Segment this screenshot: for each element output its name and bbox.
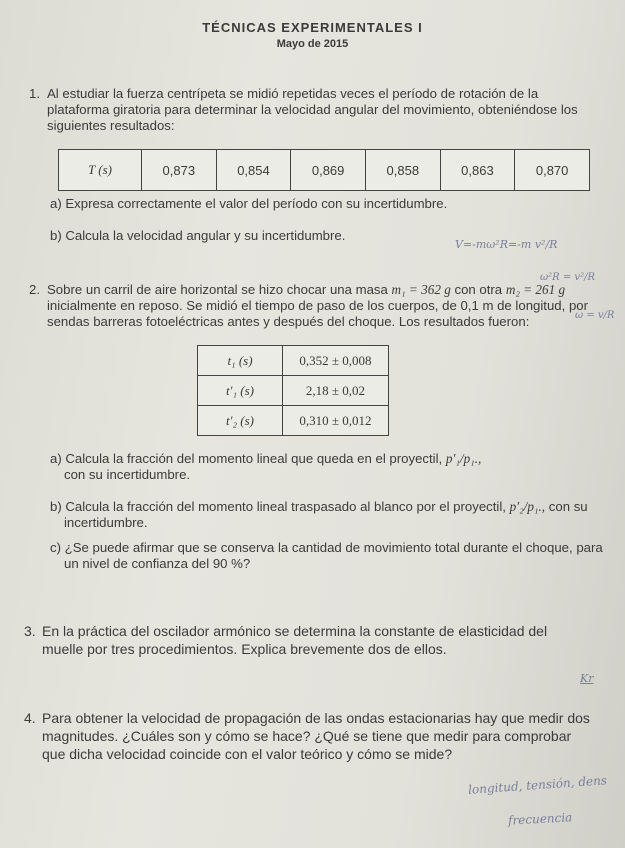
time-table: [197, 345, 389, 436]
handwritten-note: V=-mω²R=-m v²/R: [455, 238, 558, 251]
question-2a-text-2: con su incertidumbre.: [64, 467, 191, 482]
question-3: [24, 622, 590, 658]
question-2a: [50, 451, 598, 483]
question-number: 4.: [24, 710, 36, 726]
period-value: 0,854: [216, 150, 291, 191]
question-2-text-4: inicialmente en reposo. Se midió el tiempo de paso de los cuerpos, de 0,1 m de longitud, por sendas barreras fotoeléctricas antes y después del choque. Los resultados fueron:: [47, 298, 589, 329]
period-value: 0,858: [365, 150, 440, 191]
period-table-header: T (s): [59, 150, 142, 191]
period-value: 0,873: [142, 150, 217, 191]
handwritten-note: Kr: [580, 672, 594, 685]
period-table: [58, 149, 590, 191]
handwritten-note: longitud, tensión, dens: [467, 773, 608, 797]
question-2-text-2: con: [450, 282, 476, 297]
question-number: 1.: [29, 86, 40, 101]
question-2b-text-2: con su incertidumbre.: [64, 499, 588, 530]
period-value: 0,870: [515, 150, 590, 191]
question-2b: [50, 499, 612, 531]
question-2c: c) ¿Se puede afirmar que se conserva la cantidad de movimiento total durante el choque, para un nivel de confianza del 90 %?: [50, 540, 603, 571]
period-value: 0,863: [440, 150, 515, 191]
question-number: 3.: [24, 623, 36, 639]
question-1a: a) Expresa correctamente el valor del período con su incertidumbre.: [50, 196, 448, 211]
time-value: 0,352 ± 0,008: [283, 346, 389, 376]
question-1: [29, 86, 595, 134]
momentum-fraction-1: p′₁/p₁.,: [445, 451, 482, 466]
question-4-text: Para obtener la velocidad de propagación de las ondas estacionarias hay que medir dos magnitudes. ¿Cuáles son y cómo se hace? ¿Qué se tiene que medir para comprobar que dicha velocidad coincide con el valor teórico y cómo se mide?: [42, 710, 590, 762]
question-2-text-1: Sobre un carril de aire horizontal se hizo chocar una masa: [47, 282, 392, 297]
question-2a-text: a) Calcula la fracción del momento lineal que queda en el proyectil,: [50, 451, 446, 466]
time-value: 0,310 ± 0,012: [283, 406, 389, 436]
question-2-text-3: otra: [479, 282, 506, 297]
question-4: [24, 709, 590, 763]
page-title: TÉCNICAS EXPERIMENTALES I: [202, 20, 423, 35]
question-3-text: En la práctica del oscilador armónico se determina la constante de elasticidad del muelle por tres procedimientos. Explica brevemente dos de ellos.: [42, 623, 548, 657]
period-value: 0,869: [291, 150, 366, 191]
question-2: [29, 282, 592, 330]
time-label: t₁ (s): [198, 346, 283, 376]
handwritten-note: frecuencia: [507, 810, 573, 828]
question-number: 2.: [29, 282, 40, 297]
page-subtitle: Mayo de 2015: [276, 38, 349, 50]
time-label: t′₂ (s): [198, 406, 283, 436]
mass-1: m₁ = 362 g: [391, 282, 451, 297]
question-1-text: Al estudiar la fuerza centrípeta se midió repetidas veces el período de rotación de la plataforma giratoria para determinar la velocidad angular del movimiento, obteniéndose los siguientes resultados:: [47, 86, 578, 133]
mass-2: m₂ = 261 g: [505, 282, 566, 297]
handwritten-note: ω²R = v²/R: [540, 272, 595, 283]
time-label: t′₁ (s): [198, 376, 283, 406]
time-value: 2,18 ± 0,02: [283, 376, 389, 406]
question-2b-text: b) Calcula la fracción del momento lineal traspasado al blanco por el proyectil,: [50, 499, 510, 514]
handwritten-note: ω = v/R: [575, 310, 615, 321]
momentum-fraction-2: p′₂/p₁.,: [509, 499, 546, 514]
question-1b: b) Calcula la velocidad angular y su incertidumbre.: [50, 228, 346, 243]
